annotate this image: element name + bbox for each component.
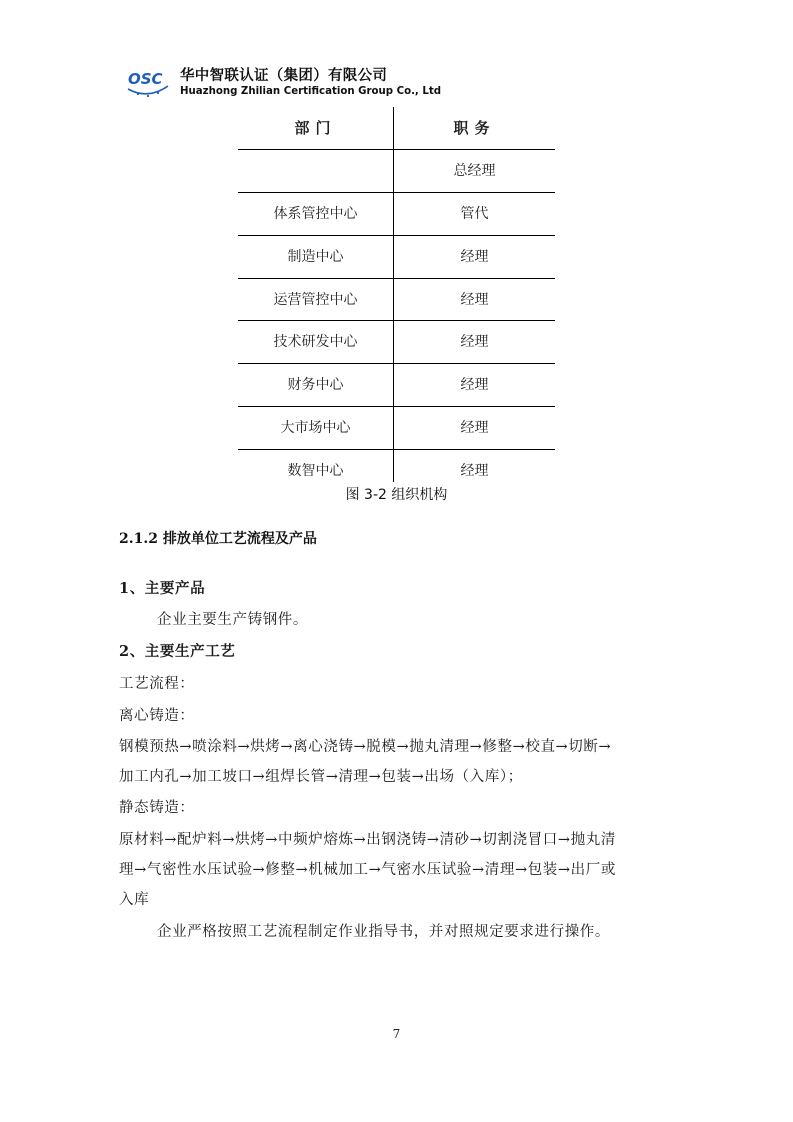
table-row [238,364,555,407]
company-name-cn: 华中智联认证（集团）有限公司 [180,68,388,84]
dept-cell: 财务中心 [287,377,344,393]
static-flow-line-2: 理→气密性水压试验→修整→机械加工→气密水压试验→清理→包装→出厂或 [119,862,616,878]
company-name-en: Huazhong Zhilian Certification Group Co., Ltd [180,86,442,97]
company-logo [126,62,170,102]
centrifugal-label: 离心铸造： [119,708,195,724]
logo-text: OSC [128,70,163,88]
duty-cell: 经理 [460,334,489,350]
duty-cell: 经理 [460,249,489,265]
dept-cell: 大市场中心 [280,420,351,436]
products-heading: 1、主要产品 [119,580,206,597]
duty-cell: 经理 [460,292,489,308]
company-header [126,60,546,104]
table-header-row [238,107,555,150]
process-heading: 2、主要生产工艺 [119,643,236,660]
centrifugal-flow-line-2: 加工内孔→加工坡口→组焊长管→清理→包装→出场（入库）； [119,769,523,785]
table-row [238,193,555,236]
dept-cell: 技术研发中心 [273,334,358,350]
table-row [238,321,555,364]
duty-cell: 管代 [460,206,489,222]
header-duty: 职务 [453,119,496,137]
dept-cell: 体系管控中心 [273,206,358,222]
page-number: 7 [392,1027,401,1041]
duty-cell: 经理 [460,420,489,436]
static-label: 静态铸造： [119,800,195,816]
table-row [238,236,555,279]
section-heading: 2.1.2 排放单位工艺流程及产品 [119,531,317,547]
closing-paragraph: 企业严格按照工艺流程制定作业指导书，并对照规定要求进行操作。 [157,924,610,940]
dept-cell: 数智中心 [287,463,344,479]
header-dept: 部门 [294,119,337,137]
centrifugal-flow-line-1: 钢模预热→喷涂料→烘烤→离心浇铸→脱模→抛丸清理→修整→校直→切断→ [119,739,612,755]
table-row [238,150,555,193]
products-text: 企业主要生产铸钢件。 [157,612,308,628]
table-row [238,407,555,450]
flow-label: 工艺流程： [119,676,195,692]
figure-caption: 图 3-2 组织机构 [345,487,448,503]
dept-cell: 运营管控中心 [273,292,358,308]
static-flow-line-1: 原材料→配炉料→烘烤→中频炉熔炼→出钢浇铸→清砂→切割浇冒口→抛丸清 [119,832,616,848]
duty-cell: 经理 [460,463,489,479]
duty-cell: 经理 [460,377,489,393]
dept-cell [238,150,393,193]
table-row [238,279,555,322]
duty-cell: 总经理 [453,163,496,179]
dept-cell: 制造中心 [287,249,344,265]
static-flow-line-3: 入库 [119,892,150,908]
